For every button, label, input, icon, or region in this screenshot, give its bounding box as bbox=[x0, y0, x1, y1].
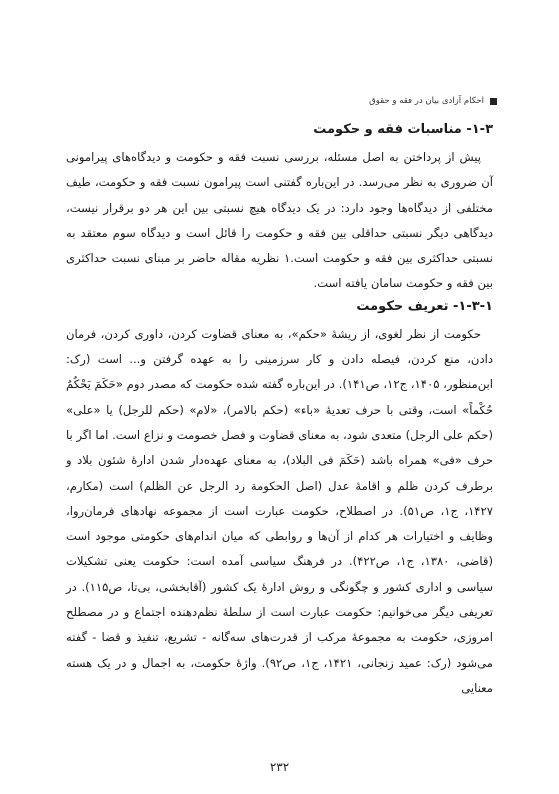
running-header-title: احکام آزادی بیان در فقه و حقوق bbox=[369, 96, 484, 106]
body-paragraph-2: حکومت از نظر لغوی، از ریشهٔ «حکم»، به معنای قضاوت کردن، داوری کردن، فرمان دادن، منع کردن، فیصله دادن و کار سرزمینی را به عهده گرفتن و... است (رک: ابن‌منظور، ۱۴۰۵، ج۱۲، ص۱۴۱). در این‌باره گفته شده حکومت که مصدر دوم «حَکَمَ یَحْکُمُ حُکْماً» است، وقتی با حرف تعدیهٔ «باء» (حکم بالامر)، «لام» (حکم للرجل) یا «علی» (حکم علی الرجل) متعدی شود، به معنای قضاوت و فصل خصومت و نزاع است. اما اگر با حرف «فی» همراه باشد (حَکَمَ فی البلاد)، به معنای عهده‌دار شدن ادارهٔ شئون بلاد و برطرف کردن ظلم و اقامهٔ عدل (اصل الحکومة رد الرجل عن الظلم) است (مکارم، ۱۴۲۷، ج۱، ص۵۱). در اصطلاح، حکومت عبارت است از مجموعه نهادهای فرمان‌روا، وظایف و اختیارات هر کدام از آن‌ها و روابطی که میان اندام‌های حکومتی موجود است (قاضی، ۱۳۸۰، ج۱، ص۴۲۲). در فرهنگ سیاسی آمده است: حکومت یعنی تشکیلات سیاسی و اداری کشور و چگونگی و روش ادارهٔ یک کشور (آقابخشی، بی‌تا، ص۱۱۵). در تعریفی دیگر می‌خوانیم: حکومت عبارت است از سلطهٔ نظم‌دهنده اجتماع و در مصطلح امروزی، حکومت به مجموعهٔ مرکب از قدرت‌های سه‌گانه - تشریع، تنفیذ و قضا - گفته می‌شود (رک: عمید زنجانی، ۱۴۲۱، ج۱، ص۹۲). واژهٔ حکومت، به اجمال و در یک هسته معنایی bbox=[66, 326, 494, 695]
page-number: ۲۳۲ bbox=[269, 760, 290, 774]
section-heading-fiqh-government: ۱-۳- مناسبات فقه و حکومت bbox=[313, 122, 493, 137]
square-bullet-icon bbox=[490, 98, 497, 105]
section-heading-government-definition: ۱-۳-۱- تعریف حکومت bbox=[356, 298, 493, 314]
running-header bbox=[369, 96, 497, 106]
page-content bbox=[66, 122, 493, 701]
body-paragraph-1: پیش از پرداختن به اصل مسئله، بررسی نسبت فقه و حکومت و دیدگاه‌های پیرامونی آن ضروری به نظر می‌رسد. در این‌باره گفتنی است پیرامون نسبت فقه و حکومت، طیف مختلفی از دیدگاه‌ها وجود دارد: در یک دیدگاه هیچ نسبتی بین این هر دو برقرار نیست، دیدگاهی دیگر نسبتی حداقلی بین فقه و حکومت را قائل است و دیدگاه سوم معتقد به نسبتی حداکثری بین فقه و حکومت است.۱ نظریه مقاله حاضر بر مبنای نسبت حداکثری بین فقه و حکومت سامان یافته است. bbox=[66, 150, 493, 291]
